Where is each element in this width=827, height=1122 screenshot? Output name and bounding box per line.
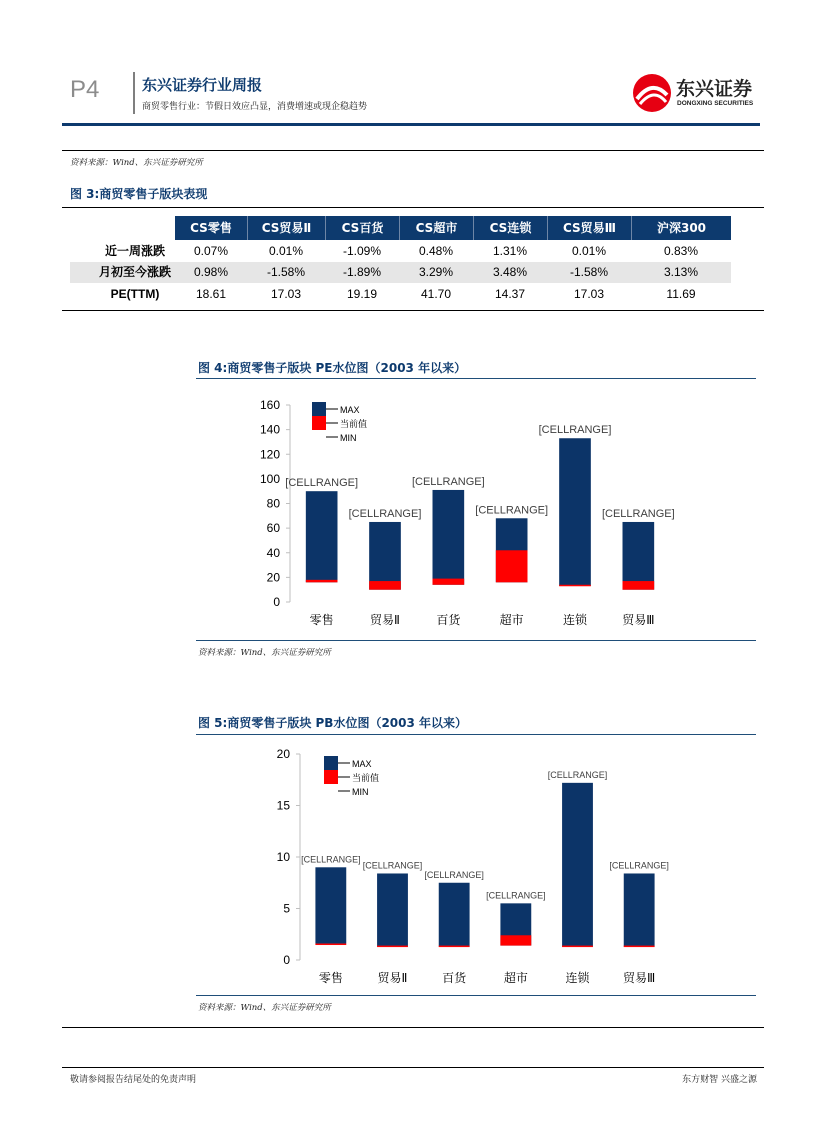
- table-cell: -1.58%: [266, 265, 306, 279]
- y-tick-label: 15: [276, 798, 290, 813]
- legend-label: 当前值: [352, 773, 380, 783]
- category-label: 贸易Ⅲ: [623, 971, 656, 985]
- legend-swatch: [312, 430, 326, 444]
- current-value-bar: [500, 935, 531, 945]
- data-label: [CELLRANGE]: [348, 507, 422, 520]
- category-label: 连锁: [565, 971, 590, 985]
- table-cell: 18.61: [195, 287, 227, 301]
- max-bar: [623, 522, 655, 590]
- report-title: 东兴证券行业周报: [142, 76, 263, 94]
- table-row-label: PE(TTM): [110, 287, 160, 301]
- category-label: 贸易Ⅱ: [377, 971, 408, 985]
- pe-water-level-chart: [240, 392, 700, 638]
- legend-label: MIN: [340, 433, 357, 443]
- current-value-bar: [377, 946, 408, 948]
- table-cell: 14.37: [494, 287, 526, 301]
- y-tick-label: 40: [266, 545, 280, 560]
- logo-emblem-icon: [632, 73, 672, 113]
- table-cell: 19.19: [346, 287, 378, 301]
- figure5-top-rule: [196, 734, 756, 735]
- table-col-header: CS零售: [190, 221, 232, 235]
- pb-water-level-chart: [240, 744, 700, 994]
- top-source-rule: [62, 150, 764, 151]
- figure5-source-note: 资料来源：Wind、东兴证券研究所: [198, 1003, 331, 1013]
- table-row-label: 月初至今涨跌: [98, 265, 171, 279]
- legend-swatch: [324, 784, 338, 798]
- table-col-header: 沪深300: [631, 216, 731, 240]
- figure3-title: 图 3:商贸零售子版块表现: [70, 187, 208, 201]
- current-value-bar: [623, 581, 655, 590]
- max-bar: [306, 491, 338, 582]
- current-value-bar: [496, 550, 528, 582]
- table-cell: 3.13%: [663, 265, 699, 279]
- data-label: [CELLRANGE]: [285, 477, 359, 490]
- y-tick-label: 120: [259, 447, 280, 462]
- category-label: 连锁: [562, 613, 588, 627]
- data-label: [CELLRANGE]: [601, 507, 675, 520]
- legend-swatch: [324, 770, 338, 784]
- category-label: 贸易Ⅱ: [370, 613, 400, 627]
- y-tick-label: 5: [283, 901, 290, 916]
- category-label: 百货: [436, 613, 461, 627]
- figure3-top-rule: [62, 207, 764, 208]
- table-row: [70, 284, 731, 305]
- table-row: [70, 262, 731, 283]
- table-cell: 17.03: [573, 287, 605, 301]
- figure4-top-rule: [196, 378, 756, 379]
- legend-label: MAX: [340, 405, 360, 415]
- company-logo: [632, 73, 762, 113]
- data-label: [CELLRANGE]: [301, 854, 361, 865]
- report-subtitle: 商贸零售行业：节假日效应凸显，消费增速或现企稳趋势: [142, 102, 368, 112]
- footer-disclaimer: 敬请参阅报告结尾处的免责声明: [70, 1075, 197, 1085]
- table-cell: -1.09%: [342, 244, 382, 258]
- max-bar: [377, 873, 408, 946]
- current-value-bar: [559, 585, 591, 587]
- y-tick-label: 20: [266, 570, 280, 585]
- table-cell: 0.83%: [663, 244, 699, 258]
- figure4-title: 图 4:商贸零售子版块 PE水位图（2003 年以来）: [198, 361, 467, 375]
- y-tick-label: 10: [276, 850, 290, 864]
- category-label: 百货: [442, 971, 467, 985]
- table-header: [175, 216, 731, 240]
- table-col-header: CS连锁: [473, 216, 547, 240]
- legend-label: MAX: [352, 759, 372, 769]
- y-tick-label: 20: [276, 747, 290, 761]
- data-label: [CELLRANGE]: [362, 860, 423, 871]
- category-label: 零售: [309, 613, 334, 627]
- figure4-source-note: 资料来源：Wind、东兴证券研究所: [198, 648, 331, 658]
- max-bar: [315, 867, 346, 943]
- table-col-header: CS贸易Ⅲ: [547, 216, 631, 240]
- table-cell: -1.58%: [569, 265, 609, 279]
- table-col-header: CS超市: [399, 216, 473, 240]
- max-bar: [433, 490, 465, 585]
- table-cell: 0.01%: [268, 244, 304, 258]
- max-bar: [562, 783, 593, 947]
- table-col-header: CS百货: [325, 216, 399, 240]
- table-cell: 41.70: [420, 287, 452, 301]
- table-cell: 11.69: [666, 287, 696, 301]
- header-divider: [133, 72, 135, 114]
- figure3-bottom-rule: [62, 310, 764, 311]
- category-label: 贸易Ⅲ: [622, 613, 655, 627]
- table-cell: 0.98%: [193, 265, 229, 279]
- table-cell: 3.29%: [418, 265, 454, 279]
- current-value-bar: [433, 579, 465, 585]
- figure5-title: 图 5:商贸零售子版块 PB水位图（2003 年以来）: [198, 716, 468, 730]
- figure4-bottom-rule: [196, 640, 756, 641]
- table-row: [70, 241, 731, 262]
- y-tick-label: 80: [266, 496, 280, 511]
- current-value-bar: [562, 946, 593, 948]
- y-tick-label: 160: [259, 398, 280, 412]
- legend-swatch: [312, 402, 326, 416]
- max-bar: [369, 522, 401, 590]
- max-bar: [439, 883, 470, 947]
- figure5-bottom-rule: [196, 995, 756, 996]
- current-value-bar: [624, 946, 655, 948]
- y-tick-label: 60: [266, 521, 280, 536]
- table-cell: 17.03: [270, 287, 302, 301]
- footer-rule: [62, 1027, 764, 1028]
- table-cell: 0.48%: [418, 244, 454, 258]
- table-cell: 3.48%: [492, 265, 528, 279]
- legend-swatch: [324, 756, 338, 770]
- table-cell: 1.31%: [492, 244, 528, 258]
- category-label: 零售: [318, 971, 343, 985]
- data-label: [CELLRANGE]: [411, 475, 485, 488]
- y-tick-label: 140: [259, 422, 280, 437]
- logo-text-cn: 东兴证券: [676, 78, 753, 100]
- current-value-bar: [369, 581, 401, 590]
- legend-swatch: [312, 416, 326, 430]
- footer-bottom-rule: [62, 1067, 764, 1068]
- legend-label: MIN: [352, 787, 369, 797]
- data-label: [CELLRANGE]: [486, 890, 546, 901]
- data-label: [CELLRANGE]: [424, 869, 484, 880]
- y-tick-label: 0: [273, 595, 280, 609]
- data-label: [CELLRANGE]: [475, 504, 549, 517]
- max-bar: [624, 873, 655, 946]
- data-label: [CELLRANGE]: [609, 860, 669, 871]
- header-rule: [62, 123, 760, 126]
- category-label: 超市: [503, 971, 528, 985]
- current-value-bar: [306, 580, 338, 582]
- table-cell: 0.01%: [571, 244, 607, 258]
- current-value-bar: [439, 946, 470, 948]
- y-tick-label: 0: [283, 953, 290, 967]
- data-label: [CELLRANGE]: [547, 769, 608, 780]
- table-cell: -1.89%: [342, 265, 382, 279]
- logo-text-en: DONGXING SECURITIES: [677, 100, 754, 107]
- table-col-header: CS贸易Ⅱ: [247, 216, 325, 240]
- current-value-bar: [315, 944, 346, 946]
- footer-slogan: 东方财智 兴盛之源: [682, 1075, 757, 1085]
- category-label: 超市: [499, 613, 524, 627]
- data-label: [CELLRANGE]: [538, 424, 612, 437]
- table-cell: 0.07%: [193, 244, 229, 258]
- y-tick-label: 100: [259, 471, 280, 486]
- page-number: P4: [70, 76, 100, 103]
- table-row-label: 近一周涨跌: [104, 244, 165, 258]
- legend-label: 当前值: [340, 419, 368, 429]
- top-source-note: 资料来源：Wind、东兴证券研究所: [70, 158, 203, 168]
- max-bar: [559, 438, 591, 586]
